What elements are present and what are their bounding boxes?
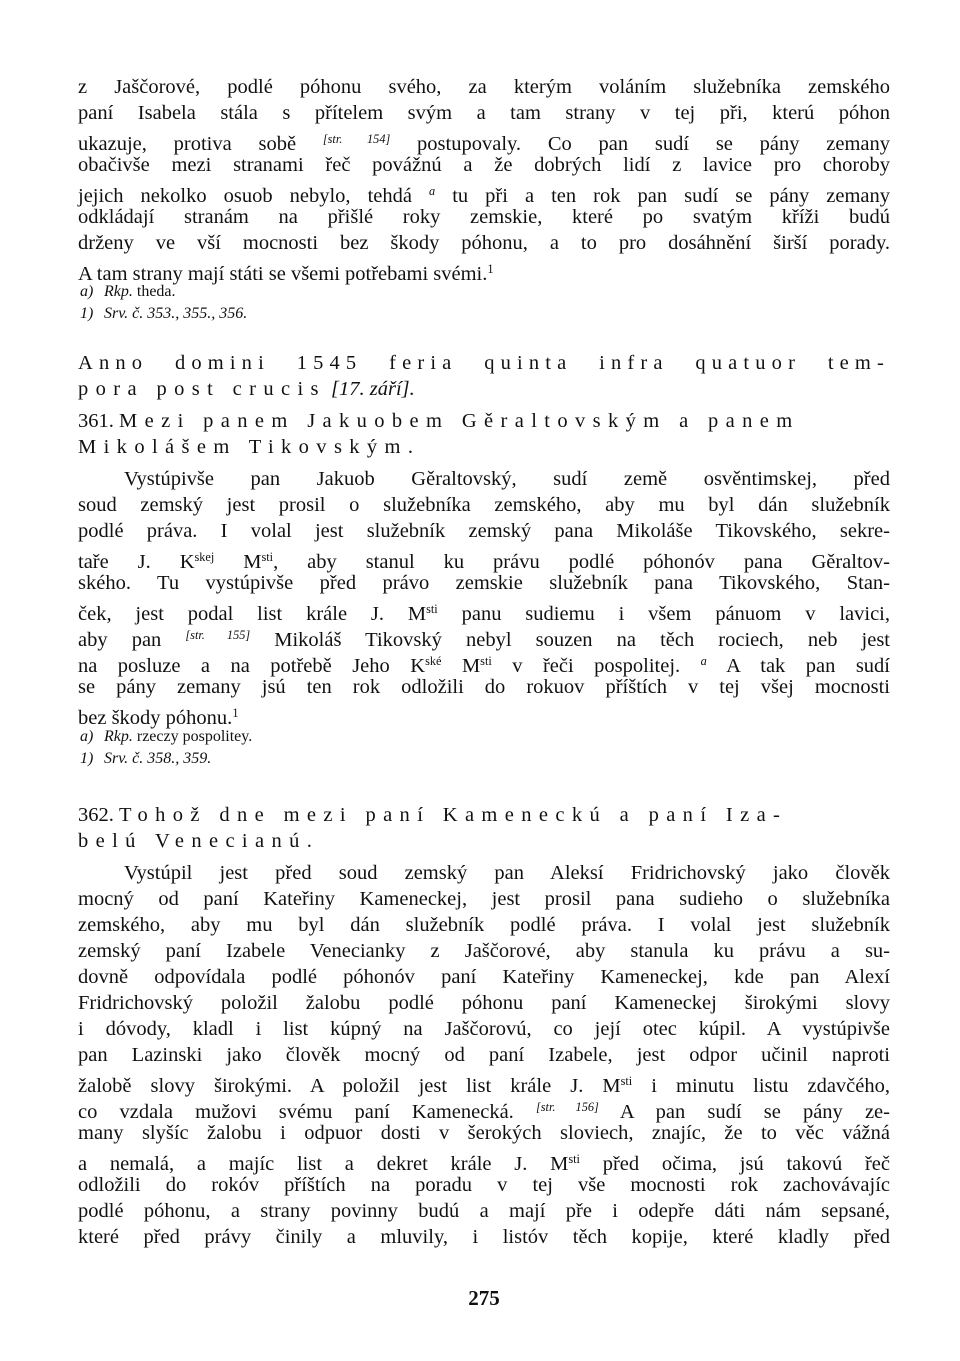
text-run: tu při a ten rok pan sudí se pány zemany [452, 184, 891, 207]
text-run: bez škody póhonu. [78, 706, 233, 729]
text-line: soud zemský jest prosil o služebníka zemského, aby mu byl dán služebník [78, 494, 890, 516]
date-heading [78, 376, 890, 402]
text-line: drženy ve vší mocnosti bez škody póhonu, a to pro dosáhnění širší porady. [78, 232, 890, 254]
text-line: paní Isabela stála s přítelem svým a tam strany v tej při, kterú póhon [78, 102, 890, 124]
footnote-mark: a) [80, 728, 94, 745]
footnote-ref: 1 [487, 262, 494, 276]
footnote [78, 727, 890, 747]
text-line: podlé póhonu, a strany povinny budú a mají pře i odepře dáti nám sepsané, [78, 1200, 890, 1222]
text-line: zemského, aby mu byl dán služebník podlé práva. I volal jest služebník [78, 914, 890, 936]
footnote-text: Srv. č. 358., 359. [104, 750, 212, 767]
page-marker: [str. 155] [185, 628, 251, 642]
superscript: sti [426, 602, 438, 616]
footnote [78, 282, 890, 302]
superscript: ské [425, 654, 442, 668]
text-line [78, 178, 891, 207]
text-line: odkládají stranám na přišlé roky zemskie, které po svatým kříži budú [78, 206, 890, 228]
footnote-mark: 1) [80, 750, 94, 767]
footnote [78, 304, 890, 324]
text-line [78, 126, 891, 155]
section-title [78, 802, 890, 828]
text-run: a nemalá, a majíc list a dekret krále J. M [78, 1152, 569, 1175]
text-run: před očima, jsú takovú řeč [602, 1152, 890, 1175]
text-line: z Jaščorové, podlé póhonu svého, za kterým voláním služebníka zemského [78, 76, 890, 98]
section-title: Mikolášem Tikovským. [78, 436, 421, 458]
text-run: co vzdala mužovi svému paní Kamenecká. [78, 1100, 514, 1123]
text-run: ukazuje, protiva sobě [78, 132, 297, 155]
text-line [78, 256, 890, 285]
superscript: skej [194, 550, 215, 564]
date-note: [17. září]. [331, 378, 415, 400]
text-line: odložili do rokóv příštích na poradu v tej vše mocnosti rok zachovávajíc [78, 1174, 890, 1196]
text-run: postupovaly. Co pan sudí se pány zemany [417, 132, 891, 155]
text-line: mocný od paní Kateřiny Kameneckej, jest prosil pana sudieho o služebníka [78, 888, 890, 910]
text-line [78, 596, 890, 625]
text-run: panu sudiemu i všem pánuom v lavici, [461, 602, 890, 625]
text-line [78, 648, 891, 677]
superscript: sti [620, 1074, 633, 1088]
text-run: , aby stanul ku právu podlé póhonóv pana Gěraltov- [273, 550, 890, 573]
text-run: taře J. K [78, 550, 195, 573]
text-line [78, 544, 890, 573]
text-run: i minutu listu zdavčého, [651, 1074, 890, 1097]
superscript: sti [480, 654, 492, 668]
footnote [78, 749, 890, 769]
text-run: A pan sudí se pány ze- [619, 1100, 890, 1123]
text-line: obačivše mezi stranami řeč povážnú a že dobrých lidí z lavice pro choroby [78, 154, 890, 176]
page-number: 275 [468, 1286, 500, 1310]
page-marker: [str. 156] [535, 1100, 599, 1114]
page-marker: [str. 154] [322, 132, 391, 146]
text-run: pora post crucis [78, 378, 326, 400]
section-number: 362. [78, 804, 114, 826]
note-mark: a [429, 184, 436, 198]
superscript: sti [568, 1152, 580, 1166]
text-run: M [461, 654, 481, 677]
text-line [78, 1068, 890, 1097]
abbrev: Rkp. [104, 728, 133, 745]
text-line: se pány zemany jsú ten rok odložili do rokuov příštích v tej všej mocnosti [78, 676, 890, 698]
text-line [78, 1146, 890, 1175]
text-line: zemský paní Izabele Venecianky z Jaščorové, aby stanula ku právu a su- [78, 940, 890, 962]
note-mark: a [700, 654, 707, 668]
section-title: belú Venecianú. [78, 830, 320, 852]
text-run: aby pan [78, 628, 162, 651]
footnote-text: rzeczy pospolitey. [136, 728, 253, 745]
text-line: podlé práva. I volal jest služebník zemský pana Mikoláše Tikovského, sekre- [78, 520, 890, 542]
abbrev: Rkp. [104, 283, 133, 300]
footnote-mark: 1) [80, 305, 94, 322]
text-run: Mikoláš Tikovský nebyl souzen na těch rociech, neb jest [274, 628, 891, 651]
text-line: pan Lazinski jako člověk mocný od paní Izabele, jest odpor učinil naproti [78, 1044, 890, 1066]
text-line: Fridrichovský položil žalobu podlé póhonu paní Kameneckej širokými slovy [78, 992, 890, 1014]
text-run: ček, jest podal list krále J. M [78, 602, 427, 625]
text-line: dovně odpovídala podlé póhonóv paní Kateřiny Kameneckej, kde pan Alexí [78, 966, 890, 988]
section-title-text: Mezi panem Jakuobem Gěraltovským a panem [119, 410, 800, 432]
footnote-text: Srv. č. 353., 355., 356. [104, 305, 248, 322]
text-line [78, 700, 890, 729]
text-line: které před právy činily a mluvily, i listóv těch kopije, které kladly před [78, 1226, 890, 1248]
text-run: M [243, 550, 262, 573]
text-run: A tam strany mají státi se všemi potřebami svémi. [78, 262, 488, 285]
superscript: sti [261, 550, 274, 564]
text-run: A tak pan sudí [726, 654, 891, 677]
footnote-text: theda. [136, 283, 176, 300]
text-run: žalobě slovy širokými. A položil jest list krále J. M [78, 1074, 621, 1097]
date-heading: Anno domini 1545 feria quinta infra quatuor tem- [78, 352, 890, 374]
text-line: ského. Tu vystúpivše před právo zemskie služebník pana Tikovského, Stan- [78, 572, 890, 594]
text-line: many slyšíc žalobu i odpuor dosti v šerokých sloviech, znajíc, že to věc vážná [78, 1122, 890, 1144]
text-run: v řeči pospolitej. [512, 654, 681, 677]
section-title-text: Tohož dne mezi paní Kameneckú a paní Iza- [119, 804, 788, 826]
text-run: na posluze a na potřebě Jeho K [78, 654, 426, 677]
footnote-mark: a) [80, 283, 94, 300]
section-title [78, 408, 890, 434]
text-line: Vystúpivše pan Jakuob Gěraltovský, sudí země osvěntimskej, před [124, 468, 890, 490]
section-number: 361. [78, 410, 114, 432]
text-run: jejich nekolko osuob nebylo, tehdá [78, 184, 412, 207]
footnote-ref: 1 [232, 706, 239, 720]
text-line: Vystúpil jest před soud zemský pan Aleksí Fridrichovský jako člověk [124, 862, 890, 884]
text-line [78, 622, 891, 651]
text-line: i dóvody, kladl i list kúpný na Jaščorovú, co její otec kúpil. A vystúpivše [78, 1018, 890, 1040]
text-line [78, 1094, 890, 1123]
